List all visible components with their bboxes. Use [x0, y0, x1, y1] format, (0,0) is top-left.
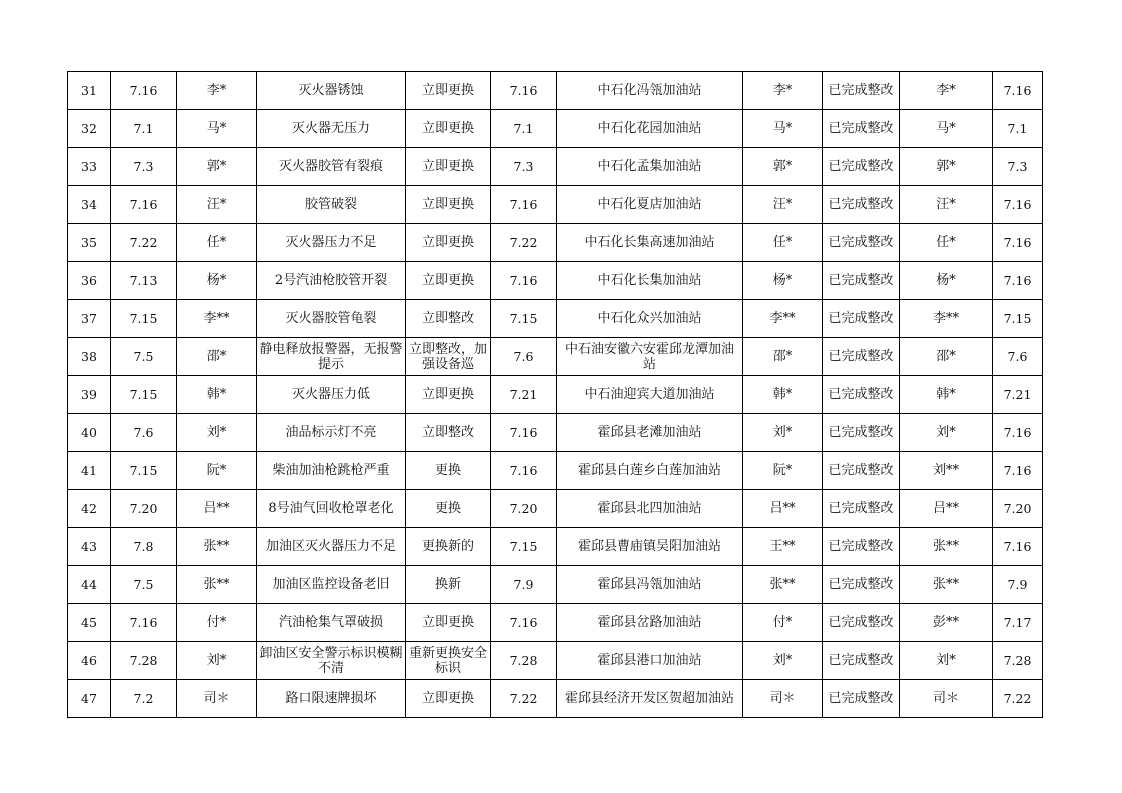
cell-issue: 灭火器压力低: [257, 376, 406, 414]
cell-row-number: 44: [68, 566, 111, 604]
cell-status: 已完成整改: [823, 414, 900, 452]
cell-rectify-date: 7.16: [491, 414, 557, 452]
table-row: [68, 224, 1043, 262]
cell-rectify-date: 7.20: [491, 490, 557, 528]
cell-issue: 灭火器胶管有裂痕: [257, 148, 406, 186]
cell-verifier: 韩*: [900, 376, 993, 414]
cell-row-number: 46: [68, 642, 111, 680]
cell-action: 立即更换: [406, 110, 491, 148]
cell-issue: 路口限速牌损坏: [257, 680, 406, 718]
cell-verifier: 张**: [900, 528, 993, 566]
cell-responsible-person: 张**: [743, 566, 823, 604]
cell-verify-date: 7.1: [993, 110, 1043, 148]
cell-inspector: 吕**: [177, 490, 257, 528]
cell-inspector: 刘*: [177, 642, 257, 680]
cell-inspector: 李*: [177, 72, 257, 110]
cell-row-number: 40: [68, 414, 111, 452]
cell-issue: 加油区灭火器压力不足: [257, 528, 406, 566]
cell-rectify-date: 7.16: [491, 452, 557, 490]
cell-station-name: 中石化长集加油站: [557, 262, 743, 300]
cell-action: 立即更换: [406, 186, 491, 224]
cell-station-name: 中石化花园加油站: [557, 110, 743, 148]
table-row: [68, 376, 1043, 414]
cell-station-name: 中石化冯瓴加油站: [557, 72, 743, 110]
cell-responsible-person: 邵*: [743, 338, 823, 376]
cell-verifier: 郭*: [900, 148, 993, 186]
cell-station-name: 中石化长集高速加油站: [557, 224, 743, 262]
cell-status: 已完成整改: [823, 148, 900, 186]
cell-verify-date: 7.16: [993, 452, 1043, 490]
cell-row-number: 33: [68, 148, 111, 186]
cell-station-name: 中石化众兴加油站: [557, 300, 743, 338]
cell-verifier: 李**: [900, 300, 993, 338]
cell-verify-date: 7.3: [993, 148, 1043, 186]
cell-check-date: 7.16: [111, 604, 177, 642]
cell-responsible-person: 郭*: [743, 148, 823, 186]
table-row: [68, 262, 1043, 300]
cell-verifier: 杨*: [900, 262, 993, 300]
cell-issue: 加油区监控设备老旧: [257, 566, 406, 604]
cell-responsible-person: 李**: [743, 300, 823, 338]
cell-inspector: 刘*: [177, 414, 257, 452]
cell-verify-date: 7.22: [993, 680, 1043, 718]
cell-action: 立即整改，加强设备巡: [406, 338, 491, 376]
cell-check-date: 7.22: [111, 224, 177, 262]
cell-rectify-date: 7.15: [491, 300, 557, 338]
cell-rectify-date: 7.16: [491, 604, 557, 642]
cell-status: 已完成整改: [823, 110, 900, 148]
cell-verify-date: 7.16: [993, 224, 1043, 262]
cell-status: 已完成整改: [823, 186, 900, 224]
cell-inspector: 马*: [177, 110, 257, 148]
cell-action: 立即更换: [406, 262, 491, 300]
cell-status: 已完成整改: [823, 642, 900, 680]
cell-action: 立即更换: [406, 148, 491, 186]
cell-verify-date: 7.17: [993, 604, 1043, 642]
cell-rectify-date: 7.28: [491, 642, 557, 680]
cell-responsible-person: 汪*: [743, 186, 823, 224]
cell-check-date: 7.5: [111, 338, 177, 376]
cell-status: 已完成整改: [823, 262, 900, 300]
cell-rectify-date: 7.16: [491, 72, 557, 110]
cell-rectify-date: 7.15: [491, 528, 557, 566]
cell-check-date: 7.6: [111, 414, 177, 452]
cell-inspector: 任*: [177, 224, 257, 262]
cell-row-number: 38: [68, 338, 111, 376]
cell-action: 更换: [406, 452, 491, 490]
cell-verify-date: 7.16: [993, 186, 1043, 224]
cell-inspector: 郭*: [177, 148, 257, 186]
cell-issue: 胶管破裂: [257, 186, 406, 224]
cell-verifier: 张**: [900, 566, 993, 604]
cell-responsible-person: 刘*: [743, 414, 823, 452]
cell-row-number: 42: [68, 490, 111, 528]
cell-rectify-date: 7.16: [491, 186, 557, 224]
cell-verifier: 李*: [900, 72, 993, 110]
cell-responsible-person: 马*: [743, 110, 823, 148]
table-row: [68, 110, 1043, 148]
cell-station-name: 中石化夏店加油站: [557, 186, 743, 224]
cell-station-name: 中石化孟集加油站: [557, 148, 743, 186]
table-row: [68, 642, 1043, 680]
cell-verifier: 汪*: [900, 186, 993, 224]
cell-responsible-person: 任*: [743, 224, 823, 262]
cell-action: 立即整改: [406, 414, 491, 452]
table-row: [68, 148, 1043, 186]
cell-status: 已完成整改: [823, 224, 900, 262]
cell-inspector: 邵*: [177, 338, 257, 376]
cell-station-name: 中石油安徽六安霍邱龙潭加油站: [557, 338, 743, 376]
cell-check-date: 7.5: [111, 566, 177, 604]
cell-responsible-person: 王**: [743, 528, 823, 566]
cell-station-name: 霍邱县白莲乡白莲加油站: [557, 452, 743, 490]
cell-status: 已完成整改: [823, 490, 900, 528]
cell-action: 立即整改: [406, 300, 491, 338]
cell-verify-date: 7.16: [993, 414, 1043, 452]
cell-responsible-person: 刘*: [743, 642, 823, 680]
cell-verify-date: 7.9: [993, 566, 1043, 604]
cell-inspector: 付*: [177, 604, 257, 642]
cell-inspector: 杨*: [177, 262, 257, 300]
cell-row-number: 37: [68, 300, 111, 338]
cell-verify-date: 7.16: [993, 72, 1043, 110]
cell-responsible-person: 吕**: [743, 490, 823, 528]
cell-check-date: 7.20: [111, 490, 177, 528]
cell-status: 已完成整改: [823, 566, 900, 604]
cell-verify-date: 7.20: [993, 490, 1043, 528]
cell-issue: 8号油气回收枪罩老化: [257, 490, 406, 528]
cell-verifier: 马*: [900, 110, 993, 148]
cell-action: 更换新的: [406, 528, 491, 566]
cell-row-number: 32: [68, 110, 111, 148]
cell-verifier: 刘*: [900, 642, 993, 680]
cell-responsible-person: 阮*: [743, 452, 823, 490]
cell-status: 已完成整改: [823, 300, 900, 338]
cell-row-number: 36: [68, 262, 111, 300]
cell-check-date: 7.8: [111, 528, 177, 566]
cell-inspector: 司＊: [177, 680, 257, 718]
cell-row-number: 45: [68, 604, 111, 642]
table-row: [68, 72, 1043, 110]
cell-issue: 卸油区安全警示标识模糊不清: [257, 642, 406, 680]
table-row: [68, 452, 1043, 490]
cell-station-name: 霍邱县老滩加油站: [557, 414, 743, 452]
cell-row-number: 47: [68, 680, 111, 718]
cell-rectify-date: 7.9: [491, 566, 557, 604]
cell-action: 立即更换: [406, 680, 491, 718]
cell-action: 换新: [406, 566, 491, 604]
cell-station-name: 霍邱县岔路加油站: [557, 604, 743, 642]
cell-issue: 2号汽油枪胶管开裂: [257, 262, 406, 300]
cell-check-date: 7.15: [111, 300, 177, 338]
cell-responsible-person: 杨*: [743, 262, 823, 300]
cell-check-date: 7.13: [111, 262, 177, 300]
cell-status: 已完成整改: [823, 604, 900, 642]
table-row: [68, 414, 1043, 452]
cell-check-date: 7.15: [111, 452, 177, 490]
cell-check-date: 7.16: [111, 72, 177, 110]
cell-status: 已完成整改: [823, 338, 900, 376]
cell-check-date: 7.15: [111, 376, 177, 414]
cell-inspector: 张**: [177, 528, 257, 566]
cell-issue: 静电释放报警器，无报警提示: [257, 338, 406, 376]
cell-inspector: 张**: [177, 566, 257, 604]
table-row: [68, 566, 1043, 604]
table-row: [68, 490, 1043, 528]
cell-check-date: 7.3: [111, 148, 177, 186]
cell-status: 已完成整改: [823, 72, 900, 110]
cell-issue: 灭火器无压力: [257, 110, 406, 148]
cell-responsible-person: 韩*: [743, 376, 823, 414]
table-row: [68, 186, 1043, 224]
cell-verifier: 邵*: [900, 338, 993, 376]
cell-check-date: 7.16: [111, 186, 177, 224]
cell-action: 更换: [406, 490, 491, 528]
cell-station-name: 霍邱县北四加油站: [557, 490, 743, 528]
cell-check-date: 7.1: [111, 110, 177, 148]
cell-verifier: 司＊: [900, 680, 993, 718]
cell-issue: 汽油枪集气罩破损: [257, 604, 406, 642]
cell-status: 已完成整改: [823, 528, 900, 566]
cell-row-number: 34: [68, 186, 111, 224]
cell-issue: 灭火器压力不足: [257, 224, 406, 262]
cell-action: 立即更换: [406, 224, 491, 262]
cell-rectify-date: 7.22: [491, 680, 557, 718]
cell-issue: 灭火器锈蚀: [257, 72, 406, 110]
cell-status: 已完成整改: [823, 452, 900, 490]
cell-verifier: 彭**: [900, 604, 993, 642]
table-body: [68, 72, 1043, 718]
cell-issue: 灭火器胶管龟裂: [257, 300, 406, 338]
cell-check-date: 7.28: [111, 642, 177, 680]
cell-inspector: 汪*: [177, 186, 257, 224]
cell-row-number: 35: [68, 224, 111, 262]
cell-verify-date: 7.21: [993, 376, 1043, 414]
cell-rectify-date: 7.1: [491, 110, 557, 148]
cell-responsible-person: 李*: [743, 72, 823, 110]
cell-inspector: 韩*: [177, 376, 257, 414]
cell-verifier: 任*: [900, 224, 993, 262]
cell-action: 立即更换: [406, 376, 491, 414]
cell-action: 立即更换: [406, 604, 491, 642]
inspection-table: [67, 71, 1043, 718]
cell-station-name: 中石油迎宾大道加油站: [557, 376, 743, 414]
cell-verify-date: 7.28: [993, 642, 1043, 680]
cell-rectify-date: 7.3: [491, 148, 557, 186]
cell-verify-date: 7.6: [993, 338, 1043, 376]
table-row: [68, 604, 1043, 642]
table-row: [68, 680, 1043, 718]
cell-row-number: 41: [68, 452, 111, 490]
cell-rectify-date: 7.22: [491, 224, 557, 262]
cell-verifier: 刘*: [900, 414, 993, 452]
cell-inspector: 阮*: [177, 452, 257, 490]
cell-rectify-date: 7.16: [491, 262, 557, 300]
cell-responsible-person: 付*: [743, 604, 823, 642]
cell-rectify-date: 7.6: [491, 338, 557, 376]
cell-action: 立即更换: [406, 72, 491, 110]
cell-status: 已完成整改: [823, 680, 900, 718]
cell-rectify-date: 7.21: [491, 376, 557, 414]
cell-station-name: 霍邱县经济开发区贺超加油站: [557, 680, 743, 718]
cell-check-date: 7.2: [111, 680, 177, 718]
cell-responsible-person: 司＊: [743, 680, 823, 718]
table-row: [68, 528, 1043, 566]
table-row: [68, 338, 1043, 376]
cell-action: 重新更换安全标识: [406, 642, 491, 680]
cell-row-number: 43: [68, 528, 111, 566]
cell-verify-date: 7.16: [993, 528, 1043, 566]
cell-station-name: 霍邱县曹庙镇吴阳加油站: [557, 528, 743, 566]
cell-verifier: 刘**: [900, 452, 993, 490]
cell-status: 已完成整改: [823, 376, 900, 414]
cell-issue: 柴油加油枪跳枪严重: [257, 452, 406, 490]
cell-station-name: 霍邱县港口加油站: [557, 642, 743, 680]
cell-verify-date: 7.16: [993, 262, 1043, 300]
cell-issue: 油品标示灯不亮: [257, 414, 406, 452]
table-row: [68, 300, 1043, 338]
cell-verifier: 吕**: [900, 490, 993, 528]
cell-station-name: 霍邱县冯瓴加油站: [557, 566, 743, 604]
cell-verify-date: 7.15: [993, 300, 1043, 338]
cell-row-number: 31: [68, 72, 111, 110]
cell-row-number: 39: [68, 376, 111, 414]
cell-inspector: 李**: [177, 300, 257, 338]
